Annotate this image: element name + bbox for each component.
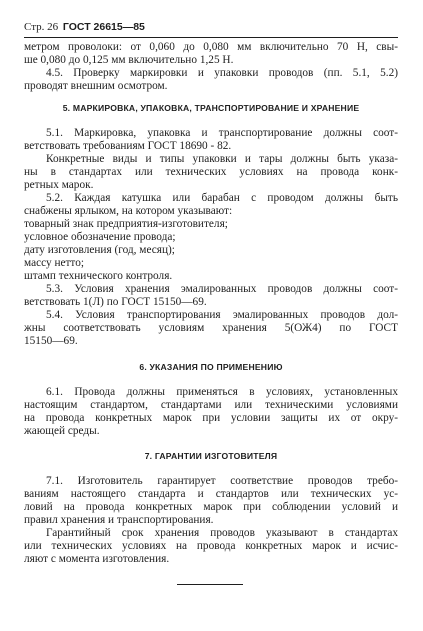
- list-item: условное обозначение провода;: [24, 231, 176, 243]
- list-item: штамп технического контроля.: [24, 270, 173, 282]
- paragraph-line: правил хранения и транспортирования.: [24, 514, 214, 526]
- end-rule: [177, 584, 243, 585]
- list-item: дату изготовления (год, месяц);: [24, 244, 175, 256]
- paragraph-line: на провода конкретных марок при условии защиты их от окру-: [24, 412, 398, 424]
- paragraph-line: ветствовать 1(Л) по ГОСТ 15150—69.: [24, 296, 207, 308]
- paragraph-line: ше 0,080 до 0,125 мм включительно 1,25 Н.: [24, 54, 234, 66]
- paragraph-line: 5.4. Условия транспортирования эмалированных проводов дол-: [46, 309, 398, 321]
- paragraph-line: или технических условиях на провода конкретных марок и исчис-: [24, 540, 398, 552]
- paragraph-line: Конкретные виды и типы упаковки и тары должны быть указа-: [46, 153, 398, 165]
- header-rule: [24, 37, 398, 38]
- paragraph-line: ны в стандартах или технических условиях на провода конк-: [24, 166, 398, 178]
- paragraph-line: 4.5. Проверку маркировки и упаковки проводов (пп. 5.1, 5.2): [46, 67, 398, 79]
- paragraph-line: 5.2. Каждая катушка или барабан с проводом должны быть: [46, 192, 398, 204]
- paragraph-line: ваниям настоящего стандарта и стандартов или технических ус-: [24, 488, 398, 500]
- paragraph-line: 15150—69.: [24, 335, 78, 347]
- paragraph-line: жны соответствовать условиям хранения 5(ОЖ4) по ГОСТ: [24, 322, 398, 334]
- paragraph-line: жающей среды.: [24, 425, 100, 437]
- paragraph-line: ветствовать требованиям ГОСТ 18690 - 82.: [24, 140, 232, 152]
- section-heading: 5. МАРКИРОВКА, УПАКОВКА, ТРАНСПОРТИРОВАНИЕ И ХРАНЕНИЕ: [62, 103, 360, 113]
- paragraph-line: метром проволоки: от 0,060 до 0,080 мм включительно 70 Н, свы-: [24, 41, 398, 53]
- paragraph-line: настоящим стандартом, стандартами или техническими условиями: [24, 399, 398, 411]
- paragraph-line: ретных марок.: [24, 179, 94, 191]
- paragraph-line: 7.1. Изготовитель гарантирует соответствие проводов требо-: [46, 475, 398, 487]
- paragraph-line: снабжены ярлыком, на котором указывают:: [24, 205, 233, 217]
- paragraph-line: 5.1. Маркировка, упаковка и транспортирование должны соот-: [46, 127, 398, 139]
- section-heading: 7. ГАРАНТИИ ИЗГОТОВИТЕЛЯ: [144, 451, 278, 461]
- list-item: товарный знак предприятия-изготовителя;: [24, 218, 228, 230]
- paragraph-line: ляют с момента изготовления.: [24, 553, 170, 565]
- paragraph-line: Гарантийный срок хранения проводов указывают в стандартах: [46, 527, 398, 539]
- paragraph-line: 5.3. Условия хранения эмалированных проводов должны соот-: [46, 283, 398, 295]
- page-header: [24, 21, 145, 33]
- paragraph-line: ловий на провода конкретных марок при соблюдении условий и: [24, 501, 398, 513]
- list-item: массу нетто;: [24, 257, 85, 269]
- page-number: Стр. 26: [24, 21, 59, 33]
- paragraph-line: 6.1. Провода должны применяться в условиях, установленных: [46, 386, 398, 398]
- section-heading: 6. УКАЗАНИЯ ПО ПРИМЕНЕНИЮ: [139, 362, 283, 372]
- paragraph-line: проводят внешним осмотром.: [24, 80, 168, 92]
- standard-code: ГОСТ 26615—85: [62, 21, 145, 33]
